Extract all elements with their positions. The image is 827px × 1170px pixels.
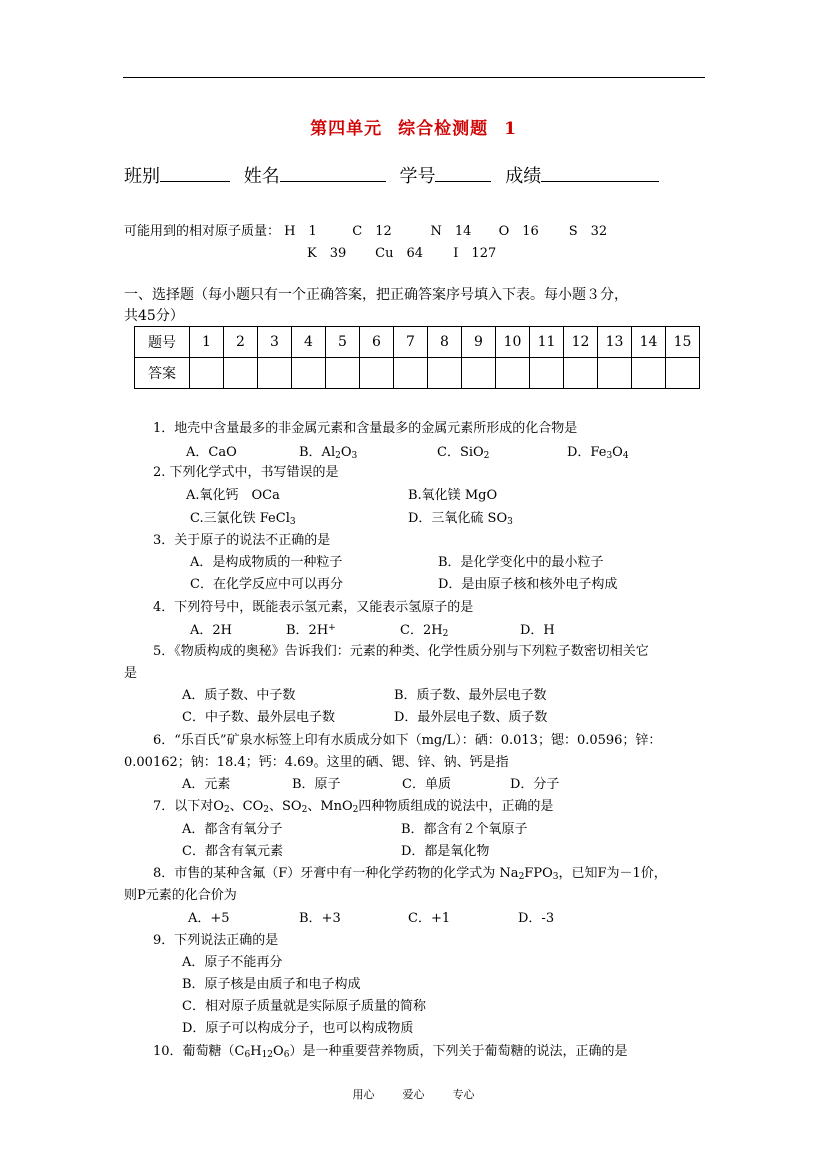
num-cell: 15 — [666, 327, 700, 358]
q2-option-d: D．三氧化硫 $SO_3$ — [408, 511, 513, 527]
num-cell: 5 — [326, 327, 360, 358]
q5-option-d: D．最外层电子数、质子数 — [394, 710, 548, 725]
section-instructions: 一、选择题（每小题只有一个正确答案，把正确答案序号填入下表。每小题３分， — [124, 287, 628, 303]
q8-option-a: A．+5 — [188, 911, 230, 926]
answer-cell[interactable] — [224, 358, 258, 389]
answer-cell[interactable] — [258, 358, 292, 389]
answer-cell[interactable] — [360, 358, 394, 389]
student-info-row — [124, 162, 667, 188]
num-cell: 2 — [224, 327, 258, 358]
q7-option-d: D．都是氧化物 — [401, 844, 490, 859]
q10-stem: 10．葡萄糖$(C_6H_{12}O_6)$是一种重要营养物质，下列关于葡萄糖的说法，正确的是 — [153, 1044, 628, 1060]
num-cell: 1 — [190, 327, 224, 358]
atom-h: H 1 — [284, 224, 317, 239]
answer-cell[interactable] — [462, 358, 496, 389]
atom-i: I 127 — [453, 246, 497, 261]
title-number: 1 — [504, 119, 517, 139]
q2-option-a: A.氧化钙 OCa — [186, 488, 280, 503]
q7-option-b: B．都含有２个氧原子 — [401, 822, 528, 837]
answer-head: 答案 — [135, 358, 190, 389]
section-instructions-2: 共45分） — [124, 308, 184, 324]
q2-stem: 2. 下列化学式中，书写错误的是 — [153, 465, 339, 480]
q6-stem-2: 0.00162；钠：18.4；钙：4.69。这里的硒、锶、锌、钠、钙是指 — [124, 755, 509, 770]
q9-stem: 9．下列说法正确的是 — [153, 933, 279, 948]
atomic-mass-label: 可能用到的相对原子质量： — [124, 224, 281, 239]
q1-option-a: A．CaO — [186, 445, 237, 460]
q1-option-c: C．SiO$_2$ — [437, 445, 490, 461]
id-label: 学号 — [399, 166, 436, 187]
q8-option-b: B．+3 — [299, 911, 341, 926]
q9-option-c: C．相对原子质量就是实际原子质量的简称 — [182, 999, 426, 1014]
atom-s: S 32 — [568, 224, 608, 239]
q4-option-d: D．H — [520, 623, 555, 638]
q7-option-c: C．都含有氧元素 — [182, 844, 283, 859]
answer-cell[interactable] — [598, 358, 632, 389]
q2-option-c: C.三氯化铁 FeCl$_3$ — [190, 511, 296, 527]
q5-option-a: A．质子数、中子数 — [182, 688, 296, 703]
header-rule — [123, 77, 705, 78]
atom-n: N 14 — [430, 224, 472, 239]
q3-option-c: C．在化学反应中可以再分 — [190, 577, 343, 592]
q5-option-b: B．质子数、最外层电子数 — [394, 688, 547, 703]
q6-stem: 6．“乐百氏”矿泉水标签上印有水质成分如下（mg/L）：硒：0.013；锶：0.0596；锌： — [153, 733, 662, 748]
q2-option-b: B.氧化镁 MgO — [408, 488, 498, 503]
score-label: 成绩 — [505, 166, 542, 187]
q6-option-b: B．原子 — [292, 777, 341, 792]
name-label: 姓名 — [243, 166, 280, 187]
number-row — [135, 327, 700, 358]
q3-stem: 3．关于原子的说法不正确的是 — [153, 533, 331, 548]
name-blank[interactable] — [280, 163, 386, 182]
num-cell: 10 — [496, 327, 530, 358]
atom-c: C 12 — [352, 224, 392, 239]
q3-option-a: A．是构成物质的一种粒子 — [190, 555, 343, 570]
q4-option-b: B．2H+ — [286, 623, 336, 638]
footer-word: 爱心 — [402, 1088, 425, 1101]
q4-option-c: C．$2H_2$ — [400, 623, 449, 639]
answer-cell[interactable] — [428, 358, 462, 389]
answer-cell[interactable] — [564, 358, 598, 389]
q9-option-a: A．原子不能再分 — [182, 955, 283, 970]
q1-stem: 1．地壳中含量最多的非金属元素和含量最多的金属元素所形成的化合物是 — [153, 421, 578, 436]
page-footer — [0, 1086, 827, 1102]
q3-option-d: D．是由原子核和核外电子构成 — [438, 577, 618, 592]
q9-option-b: B．原子核是由质子和电子构成 — [182, 977, 361, 992]
page-title — [0, 114, 827, 139]
num-cell: 7 — [394, 327, 428, 358]
q3-option-b: B．是化学变化中的最小粒子 — [438, 555, 604, 570]
q5-stem: 5．《物质构成的奥秘》告诉我们：元素的种类、化学性质分别与下列粒子数密切相关它 — [153, 644, 649, 659]
q7-option-a: A．都含有氧分子 — [182, 822, 283, 837]
q5-stem-2: 是 — [124, 666, 138, 681]
score-blank[interactable] — [541, 163, 659, 182]
num-cell: 12 — [564, 327, 598, 358]
class-label: 班别 — [124, 166, 160, 187]
q6-option-d: D．分子 — [510, 777, 560, 792]
answer-cell[interactable] — [632, 358, 666, 389]
answer-table — [134, 326, 700, 389]
atom-cu: Cu 64 — [375, 246, 424, 261]
q8-stem: 8．市售的某种含氟（F）牙膏中有一种化学药物的化学式为 $Na_2FPO_3$，已知F为－1价， — [153, 866, 667, 882]
title-unit: 第四单元 — [310, 119, 383, 139]
q4-option-a: A．2H — [190, 623, 232, 638]
q6-option-a: A．元素 — [182, 777, 231, 792]
num-cell: 9 — [462, 327, 496, 358]
answer-cell[interactable] — [394, 358, 428, 389]
q1-option-d: D．$Fe_3O_4$ — [567, 445, 629, 461]
footer-word: 专心 — [452, 1088, 475, 1101]
atom-k: K 39 — [307, 246, 347, 261]
num-cell: 13 — [598, 327, 632, 358]
q8-stem-2: 则P元素的化合价为 — [124, 888, 237, 903]
answer-cell[interactable] — [292, 358, 326, 389]
atomic-mass-row-1 — [124, 220, 607, 239]
title-name: 综合检测题 — [398, 119, 489, 139]
atomic-mass-row-2 — [307, 242, 496, 261]
number-head: 题号 — [135, 327, 190, 358]
answer-cell[interactable] — [496, 358, 530, 389]
class-blank[interactable] — [160, 163, 230, 182]
answer-cell[interactable] — [666, 358, 700, 389]
footer-word: 用心 — [352, 1088, 375, 1101]
num-cell: 11 — [530, 327, 564, 358]
num-cell: 3 — [258, 327, 292, 358]
atom-o: O 16 — [498, 224, 539, 239]
q8-option-c: C．+1 — [408, 911, 451, 926]
answer-cell[interactable] — [326, 358, 360, 389]
num-cell: 6 — [360, 327, 394, 358]
id-blank[interactable] — [435, 163, 491, 182]
q9-option-d: D．原子可以构成分子，也可以构成物质 — [182, 1021, 414, 1036]
q8-option-d: D．-3 — [518, 911, 555, 926]
num-cell: 14 — [632, 327, 666, 358]
num-cell: 4 — [292, 327, 326, 358]
answer-row — [135, 358, 700, 389]
q4-stem: 4．下列符号中，既能表示氢元素，又能表示氢原子的是 — [153, 600, 474, 615]
num-cell: 8 — [428, 327, 462, 358]
q5-option-c: C．中子数、最外层电子数 — [182, 710, 335, 725]
answer-cell[interactable] — [190, 358, 224, 389]
q7-stem: 7．以下对$O_2$、$CO_2$、$SO_2$、MnO$_2$四种物质组成的说法中，正确的是 — [153, 799, 554, 815]
q6-option-c: C．单质 — [402, 777, 451, 792]
q1-option-b: B．$Al_2O_3$ — [299, 445, 358, 461]
answer-cell[interactable] — [530, 358, 564, 389]
